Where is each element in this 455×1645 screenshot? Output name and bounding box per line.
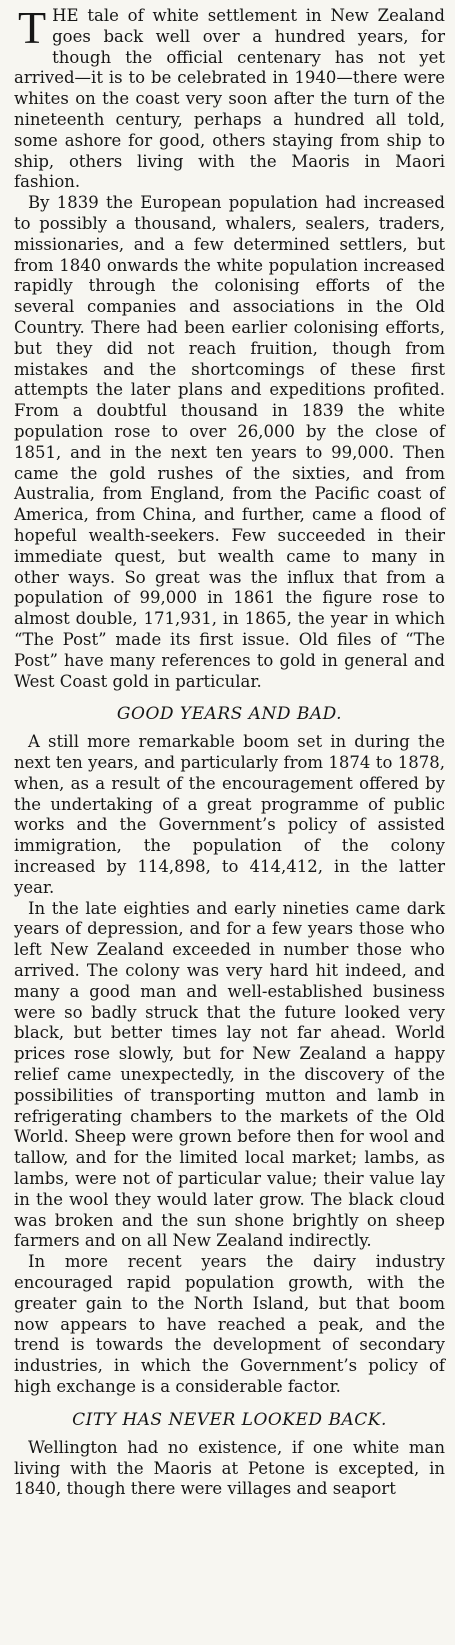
paragraph-opening-text: HE tale of white settlement in New Zealand goes back well over a hundred years, for though the official centenary has not yet arrived—it is to be celebrated in 1940—there were whites on the coast very soon after the turn of the nineteenth century, perhaps a hundred all told, some ashore for good, others staying from ship to ship, others living with the Maoris in Maori fashion.	[14, 6, 445, 192]
section-heading-city: CITY HAS NEVER LOOKED BACK.	[72, 1409, 387, 1430]
section-heading-good-years: GOOD YEARS AND BAD.	[116, 704, 343, 725]
paragraph-population-growth: By 1839 the European population had increased to possibly a thousand, whalers, sealers, traders, missionaries, and a few determined settlers, but from 1840 onwards the white population increased rapidly through the colonising efforts of the several companies and associations in the Old Country. There had been earlier colonising efforts, but they did not reach fruition, though from mistakes and the shortcomings of these first attempts the later plans and expeditions profited. From a doubtful thousand in 1839 the white population rose to over 26,000 by the close of 1851, and in the next ten years to 99,000. Then came the gold rushes of the sixties, and from Australia, from England, from the Pacific coast of America, from China, and further, came a flood of hopeful wealth-seekers. Few succeeded in their immediate quest, but wealth came to many in other ways. So great was the influx that from a population of 99,000 in 1861 the figure rose to almost double, 171,931, in 1865, the year in which “The Post” made its first issue. Old files of “The Post” have many references to gold in general and West Coast gold in particular.	[14, 193, 445, 691]
paragraph-depression: In the late eighties and early nineties came dark years of depression, and for a few years those who left New Zealand exceeded in number those who arrived. The colony was very hard hit indeed, and many a good man and well-established business were so badly struck that the future looked very black, but better times lay not far ahead. World prices rose slowly, but for New Zealand a happy relief came unexpectedly, in the discovery of the possibilities of transporting mutton and lamb in refrigerating chambers to the markets of the Old World. Sheep were grown before then for wool and tallow, and for the limited local market; lambs, as lambs, were not of particular value; their value lay in the wool they would later grow. The black cloud was broken and the sun shone brightly on sheep farmers and on all New Zealand indirectly.	[14, 898, 445, 1251]
drop-cap: T	[18, 2, 47, 53]
paragraph-opening	[14, 2, 445, 193]
paragraph-wellington: Wellington had no existence, if one white man living with the Maoris at Petone is excepted, in 1840, though there were villages and seaport	[14, 1437, 445, 1499]
paragraph-boom: A still more remarkable boom set in during the next ten years, and particularly from 1874 to 1878, when, as a result of the encouragement offered by the undertaking of a great programme of public works and the Government’s policy of assisted immigration, the population of the colony increased by 114,898, to 414,412, in the latter year.	[14, 732, 445, 897]
paragraph-dairy: In more recent years the dairy industry encouraged rapid population growth, with the greater gain to the North Island, but that boom now appears to have reached a peak, and the trend is towards the development of secondary industries, in which the Government’s policy of high exchange is a considerable factor.	[14, 1252, 445, 1396]
